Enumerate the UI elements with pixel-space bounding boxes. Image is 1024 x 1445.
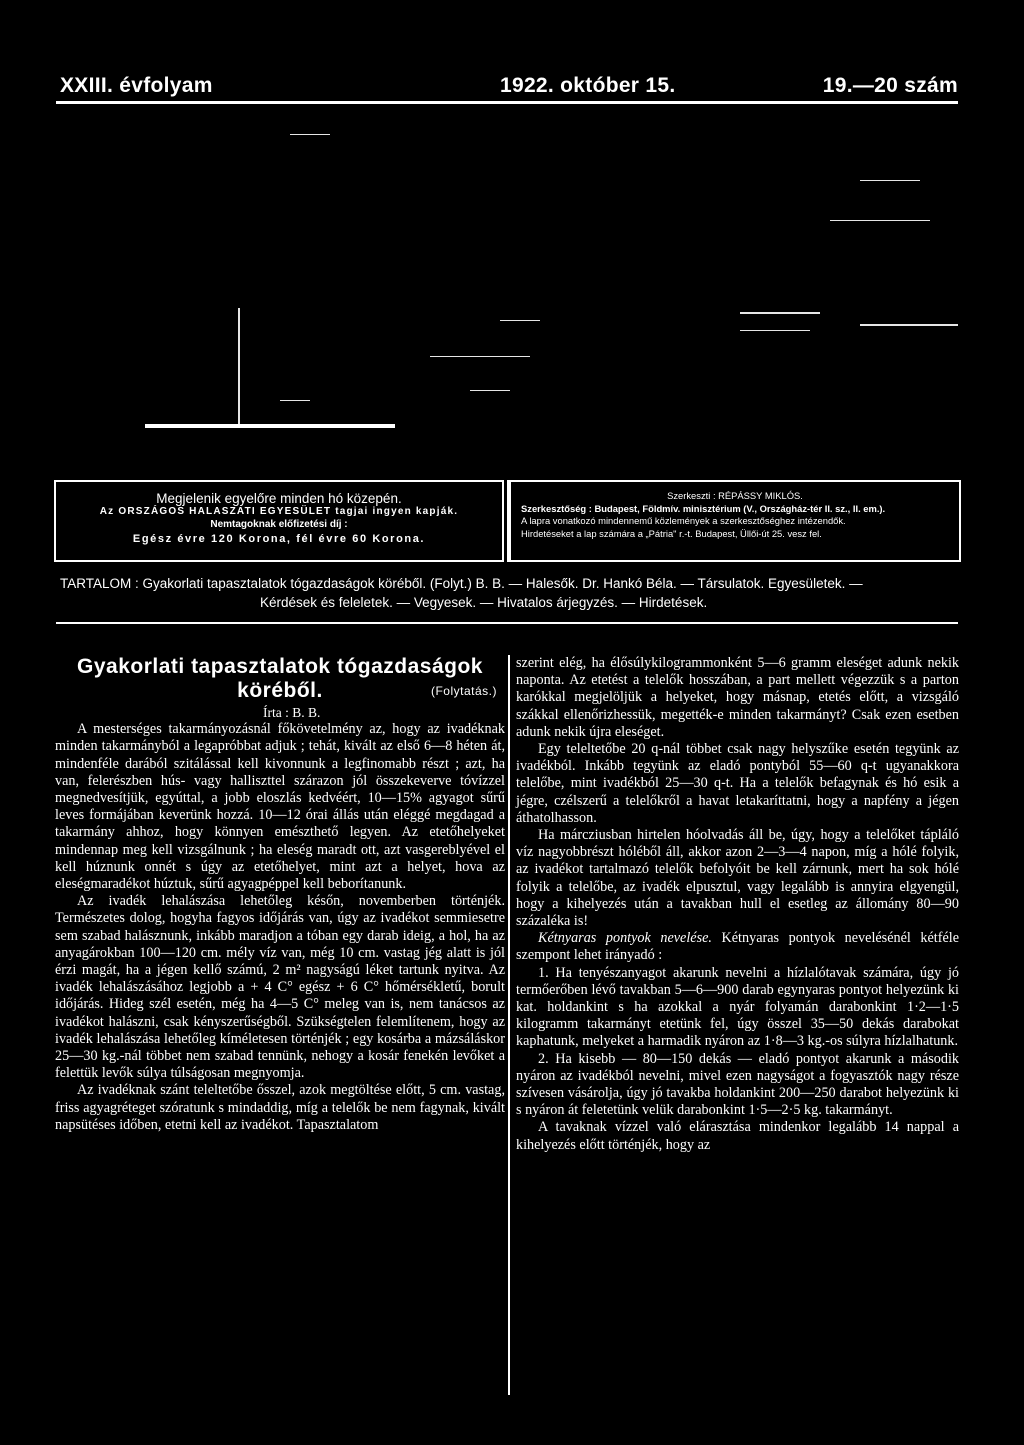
article-title-line-2 (55, 679, 505, 703)
masthead-faded (60, 108, 958, 468)
publication-frequency: Megjelenik egyelőre minden hó közepén. (156, 491, 402, 506)
paragraph: 2. Ha kisebb — 80—150 dekás — eladó pontyot akarunk a második nyáron az ivadékból nevelni, mivel ezen nagyságot a fogyasztók nagy része szívesen vásárolja, úgy jó tavakba holdankint 200—250 darabot helyezünk ki s nyáron át feletetünk velük darabonkint 1·5—2·5 kg. takarmányt. (516, 1050, 959, 1119)
subheading-paragraph (516, 930, 959, 964)
subheading-rest: Kétnyaras pontyok nevelésénél kétféle szempont lehet irányadó : (516, 930, 959, 964)
issue-number: 19.—20 szám (822, 74, 958, 97)
paragraph: 1. Ha tenyészanyagot akarunk nevelni a hízlalótavak számára, úgy jó termőerőben lévő tavakban 5—6—900 darab egynyaras pontyot helyezünk ki kat. holdankint s ha azokkal a nyár folyamán darabonkint 1·2—1·5 kilogramm takarmányt etetünk fel, úgy összel 35—50 dekás darabokat kaphatunk, melyeket a harmadik nyáron az 1·8—3 kg.-os súlyra hízlalhatunk. (516, 964, 959, 1050)
paragraph: szerint elég, ha élősúlykilogrammonként 5—6 gramm eleséget adunk nekik naponta. Az etetést a telelők hosszában, a part mellett végezzük s a parton karókkal megjelöljük a helyeket, hogy másnap, etetés előtt, a vizsgáló szákkal ellenőrizhessük, megették-e minden takarmányt? Csak ezen esetben adunk nekik újra eleséget. (516, 655, 959, 740)
editor-line: Szerkeszti : RÉPÁSSY MIKLÓS. (667, 490, 803, 501)
column-divider (508, 655, 510, 1395)
volume-label: XXIII. évfolyam (60, 74, 213, 97)
article-title-line-1: Gyakorlati tapasztalatok tógazdaságok (77, 655, 483, 678)
continuation-note: (Folytatás.) (430, 684, 497, 698)
subscription-box (54, 480, 504, 562)
paragraph: A mesterséges takarmányozásnál főkövetelmény az, hogy az ivadéknak minden takarmányból a legapróbbat adjuk ; tehát, kivált az első 6—8 héten át, mindenféle darából szitálással kell kivonnunk a legfinomabb részt ; azt, ha van, felerészben hús- vagy halliszttel szárazon jól összekeverve tóvízzel megnedvesítjük, egyúttal, a jobb eloszlás kedvéért, 10—15% agyagot sűrű leves formájában keverünk hozzá. 10—12 órai állás után eléggé megdagad a takarmány ahhoz, hogy könnyen emészthető legyen. Az etetőhelyeket mindennap meg kell vizsgálnunk ; ha eleség maradt ott, azt vasgereblyével el kell húznunk onnét s úgy az etetőhelyet, mint azt a helyet, hova az eleségmaradékot húztuk, sűrű agyagpéppel kell beborítanunk. (55, 721, 505, 893)
header-rule (56, 101, 958, 104)
paragraph: Az ivadéknak szánt teleltetőbe ősszel, azok megtöltése előtt, 5 cm. vastag, friss agyagréteget szóratunk s mindaddig, míg a telelők be nem fagynak, kivált napsütéses időben, etetni kell az ivadékot. Tapasztalatom (55, 1082, 505, 1133)
paragraph: A tavaknak vízzel való elárasztása mindenkor legalább 14 nappal a kihelyezés előtt történjék, hogy az (516, 1119, 959, 1153)
byline: Írta : B. B. (263, 705, 321, 720)
editorial-address: Szerkesztőség : Budapest, Földmív. minisztérium (V., Országház-tér II. sz., II. em.). (521, 502, 886, 514)
article-title-word: köréből. (237, 679, 323, 702)
contents-line-1: TARTALOM : Gyakorlati tapasztalatok tógazdaságok köréből. (Folyt.) B. B. — Halesők. Dr. Hankó Béla. — Társulatok. Egyesületek. — (60, 576, 863, 591)
advertising-note: Hirdetéseket a lap számára a „Pátria" r.-t. Budapest, Üllői-út 25. vesz fel. (521, 527, 822, 539)
article-left-column (55, 655, 505, 1134)
contents-rule (56, 622, 958, 624)
paragraph: Az ivadék lehalászása lehetőleg későn, novemberben történjék. Természetes dolog, hogyha fagyos időjárás van, úgy az ivadékot semmiesetre sem szabad halásznunk, inkább maradjon a tóban egy darab ideig, a hol, ha az anyagárokban 100—120 cm. mély víz van, még 10 cm. vastag jég alatt is jól érzi magát, ha a jégen kellő számú, 2 m² nagyságú léket tartunk nyitva. Az ivadék lehalászásához legjobb a + 4 C° egész + 6 C° hőmérsékletű, borult időjárás. Hideg szél esetén, még ha 4—5 C° meleg van is, nem tanácsos az ivadékot halászni, csak kényszerűségből. Szükségtelen felemlítenem, hogy az ivadék lehalászása lehetőleg kíméletesen történjék ; egy kosárba a mázsáláskor 25—30 kg.-nál többet nem szabad tennünk, nehogy a kosár fenekén levőket a felettük levők súlya túlságosan megnyomja. (55, 893, 505, 1082)
subscription-label: Nemtagoknak előfizetési díj : (210, 519, 348, 530)
paragraph: Ha márcziusban hirtelen hóolvadás áll be, úgy, hogy a telelőket tápláló víz nagyobbrészt hóléből áll, akkor azon 2—3—4 napon, míg a hólé folyik, az ivadékot tartalmazó telelők befolyóit be kell zárnunk, mert ha sok hólé folyik a telelőbe, az ivadék elpusztul, vagy legalább is annyira elgyengül, hogy a kihelyezés után a tavakban hull el esetleg az állomány 80—90 százaléka is! (516, 827, 959, 930)
issue-date: 1922. október 15. (499, 74, 676, 97)
paragraph: Egy teleltetőbe 20 q-nál többet csak nagy helyszűke esetén tegyünk az ivadékból. Inkább tegyünk az eladó pontyból 55—60 q-t ugyanakkora telelőbe, mint ivadékból 25—30 q-t. Ha a telelők befagynak és hó esik a jégre, czélszerű a telelőkről a havat letakaríttatni, hogy a napfény a jégen áthatolhasson. (516, 741, 959, 826)
submission-note: A lapra vonatkozó mindennemű közlemények a szerkesztőséghez intézendők. (521, 515, 846, 526)
issue-header (60, 74, 958, 98)
subheading: Kétnyaras pontyok nevelése. (538, 930, 712, 947)
editorial-box (507, 480, 961, 562)
table-of-contents (60, 574, 958, 612)
article-right-column (516, 655, 959, 1154)
contents-line-2: Kérdések és feleletek. — Vegyesek. — Hivatalos árjegyzés. — Hirdetések. (260, 595, 708, 610)
member-note: Az ORSZÁGOS HALASZATI EGYESÜLET tagjai ingyen kapják. (99, 506, 459, 517)
subscription-price: Egész évre 120 Korona, fél évre 60 Korona. (132, 533, 426, 545)
